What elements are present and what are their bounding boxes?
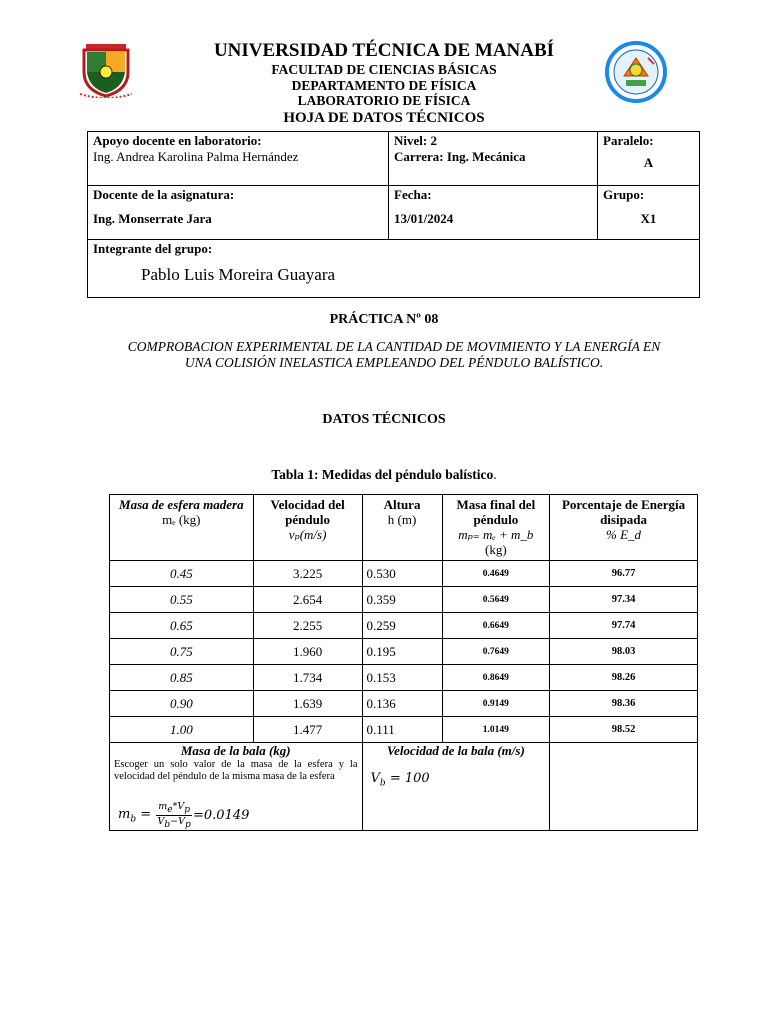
member-label: Integrante del grupo: — [93, 241, 213, 256]
table-row — [110, 665, 698, 691]
career-label: Carrera: Ing. Mecánica — [394, 149, 526, 164]
energy-dissipated-cell: 97.74 — [550, 613, 698, 639]
pendulum-data-table — [109, 494, 698, 831]
group-cell — [598, 186, 700, 240]
final-mass-cell: 1.0149 — [442, 717, 550, 743]
energy-dissipated-cell: 98.52 — [550, 717, 698, 743]
header-height-label: Altura — [383, 497, 421, 512]
pendulum-velocity-cell: 1.477 — [253, 717, 362, 743]
height-cell: 0.530 — [362, 561, 442, 587]
table-row — [110, 561, 698, 587]
teacher-cell — [88, 186, 389, 240]
header-sphere-mass-label: Masa de esfera madera — [119, 497, 244, 512]
laboratory-name: LABORATORIO DE FÍSICA — [297, 93, 471, 108]
date-cell — [389, 186, 598, 240]
final-mass-cell: 0.4649 — [442, 561, 550, 587]
teacher-label: Docente de la asignatura: — [93, 187, 235, 202]
height-cell: 0.259 — [362, 613, 442, 639]
pendulum-velocity-cell: 2.255 — [253, 613, 362, 639]
height-cell: 0.359 — [362, 587, 442, 613]
header-energy-dissipated-unit: % E_d — [606, 527, 642, 542]
table-caption-text: Tabla 1: Medidas del péndulo balístico — [271, 467, 494, 482]
energy-dissipated-cell: 97.34 — [550, 587, 698, 613]
final-mass-cell: 0.7649 — [442, 639, 550, 665]
height-cell: 0.136 — [362, 691, 442, 717]
final-mass-cell: 0.6649 — [442, 613, 550, 639]
practice-number: PRÁCTICA Nº 08 — [329, 312, 439, 327]
sphere-mass-cell: 0.90 — [110, 691, 254, 717]
pendulum-velocity-cell: 3.225 — [253, 561, 362, 587]
bullet-row — [110, 743, 698, 831]
practice-title — [100, 339, 688, 371]
support-value: Ing. Andrea Karolina Palma Hernández — [93, 149, 299, 164]
header-pendulum-velocity-label: Velocidad del péndulo — [270, 497, 345, 527]
info-table — [87, 131, 700, 298]
practice-title-line1: COMPROBACION EXPERIMENTAL DE LA CANTIDAD DE MOVIMIENTO Y LA ENERGÍA EN — [127, 339, 661, 354]
sphere-mass-cell: 0.85 — [110, 665, 254, 691]
final-mass-cell: 0.5649 — [442, 587, 550, 613]
header-height-unit: h (m) — [387, 512, 417, 527]
document-header — [0, 40, 768, 127]
support-label: Apoyo docente en laboratorio: — [93, 133, 262, 148]
pendulum-velocity-cell: 2.654 — [253, 587, 362, 613]
table-caption-end: . — [493, 467, 497, 482]
table-row — [110, 639, 698, 665]
bullet-velocity-cell — [362, 743, 550, 831]
data-rows — [110, 561, 698, 743]
sphere-mass-cell: 0.45 — [110, 561, 254, 587]
table-row — [110, 717, 698, 743]
support-cell — [88, 132, 389, 186]
group-label: Grupo: — [603, 187, 645, 202]
height-cell: 0.195 — [362, 639, 442, 665]
bullet-velocity-formula: $V_b = 100$ — [370, 771, 430, 789]
energy-dissipated-cell: 98.26 — [550, 665, 698, 691]
teacher-value: Ing. Monserrate Jara — [93, 211, 212, 226]
bullet-velocity-value: = 100 — [389, 771, 430, 786]
header-final-mass-label: Masa final del péndulo — [456, 497, 536, 527]
final-mass-cell: 0.8649 — [442, 665, 550, 691]
parallel-label: Paralelo: — [603, 133, 654, 148]
level-label: Nivel: 2 — [394, 133, 437, 148]
bullet-mass-cell — [110, 743, 363, 831]
pendulum-velocity-cell: 1.639 — [253, 691, 362, 717]
section-title: DATOS TÉCNICOS — [322, 412, 446, 427]
header-energy-dissipated-label: Porcentaje de Energía disipada — [561, 497, 686, 527]
parallel-cell — [598, 132, 700, 186]
bullet-mass-title: Masa de la bala (kg) — [180, 743, 291, 758]
bullet-mass-note: Escoger un solo valor de la masa de la esfera y la velocidad del péndulo de la misma masa de la esfera — [114, 759, 358, 782]
date-label: Fecha: — [394, 187, 432, 202]
energy-dissipated-cell: 98.36 — [550, 691, 698, 717]
pendulum-velocity-cell: 1.734 — [253, 665, 362, 691]
sphere-mass-cell: 0.75 — [110, 639, 254, 665]
group-value: X1 — [640, 211, 657, 226]
bullet-mass-result: =0.0149 — [193, 807, 250, 823]
height-cell: 0.111 — [362, 717, 442, 743]
sphere-mass-cell: 0.55 — [110, 587, 254, 613]
empty-cell — [550, 743, 698, 831]
final-mass-cell: 0.9149 — [442, 691, 550, 717]
bullet-mass-formula: $m_b$ = $\frac{m_e*V_p}{V_b-V_p}$ =0.0149 — [118, 801, 250, 830]
sheet-title: HOJA DE DATOS TÉCNICOS — [283, 109, 485, 126]
header-pendulum-velocity-unit: vₚ(m/s) — [288, 527, 327, 542]
sphere-mass-cell: 1.00 — [110, 717, 254, 743]
level-cell — [389, 132, 598, 186]
member-cell — [88, 240, 700, 298]
header-final-mass-formula: mₚ₌ mₑ + m_b — [458, 527, 534, 542]
bullet-velocity-title: Velocidad de la bala (m/s) — [386, 743, 525, 758]
header-pendulum-velocity — [253, 495, 362, 561]
energy-dissipated-cell: 96.77 — [550, 561, 698, 587]
table-header-row — [110, 495, 698, 561]
faculty-name: FACULTAD DE CIENCIAS BÁSICAS — [271, 62, 497, 77]
header-final-mass — [442, 495, 550, 561]
header-final-mass-unit: (kg) — [485, 542, 507, 557]
table-row — [110, 691, 698, 717]
header-height — [362, 495, 442, 561]
header-sphere-mass-unit: mₑ (kg) — [162, 512, 201, 527]
header-sphere-mass — [110, 495, 254, 561]
table-caption — [0, 467, 768, 483]
university-name: UNIVERSIDAD TÉCNICA DE MANABÍ — [213, 40, 555, 61]
date-value: 13/01/2024 — [394, 211, 454, 226]
pendulum-velocity-cell: 1.960 — [253, 639, 362, 665]
header-energy-dissipated — [550, 495, 698, 561]
energy-dissipated-cell: 98.03 — [550, 639, 698, 665]
practice-title-line2: UNA COLISIÓN INELASTICA EMPLEANDO DEL PÉNDULO BALÍSTICO. — [184, 355, 604, 370]
sphere-mass-cell: 0.65 — [110, 613, 254, 639]
parallel-value: A — [643, 155, 654, 170]
table-row — [110, 587, 698, 613]
table-row — [110, 613, 698, 639]
height-cell: 0.153 — [362, 665, 442, 691]
department-name: DEPARTAMENTO DE FÍSICA — [291, 77, 477, 93]
member-value: Pablo Luis Moreira Guayara — [141, 265, 336, 284]
